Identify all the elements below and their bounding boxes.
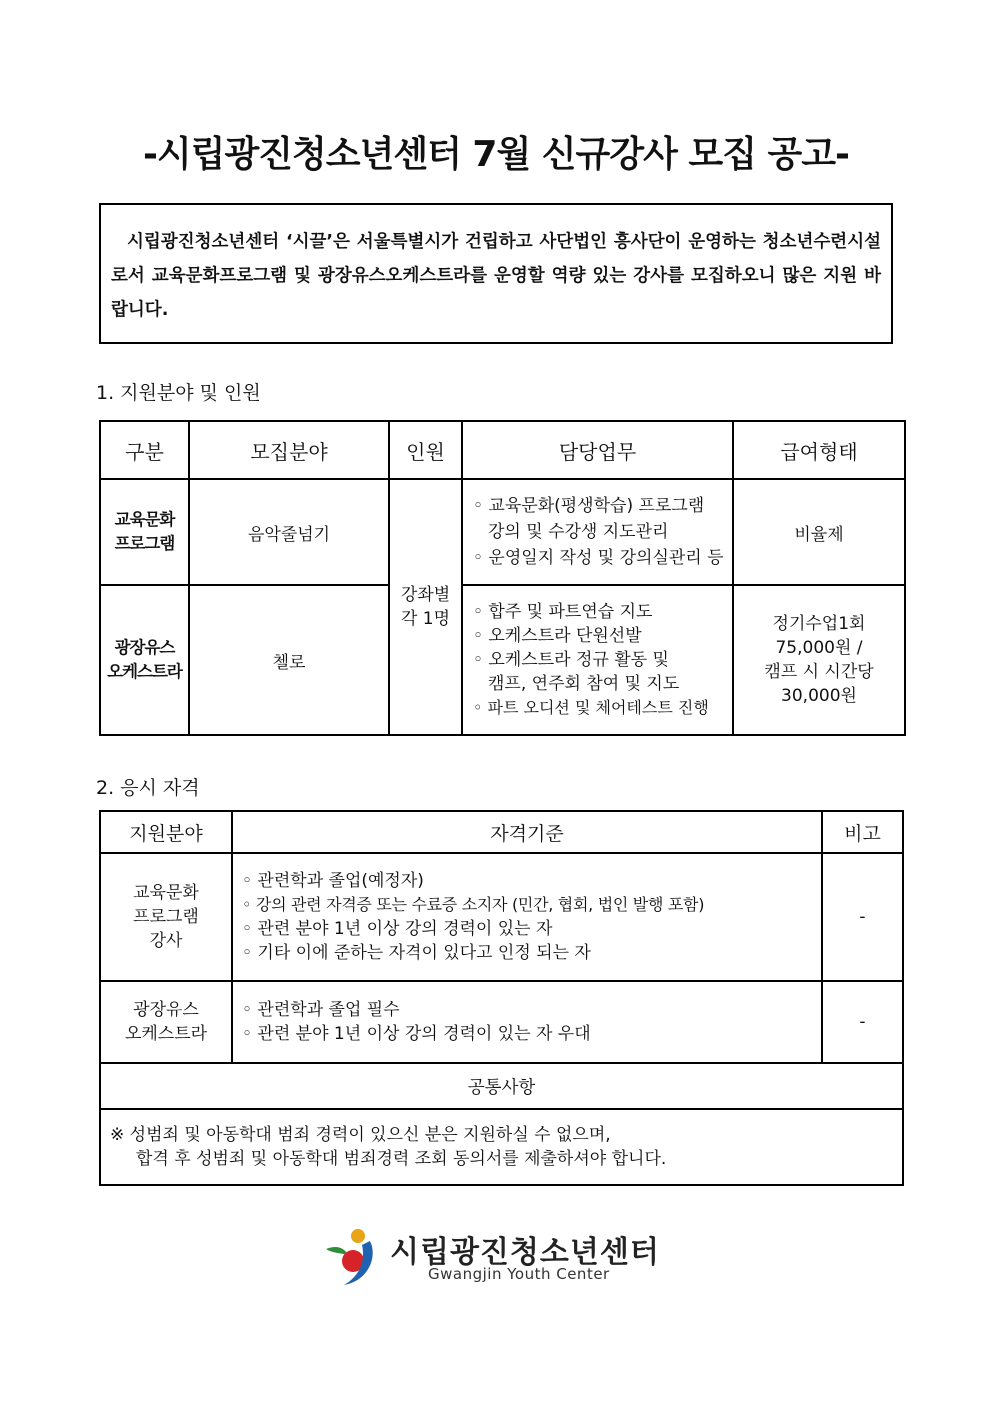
note-cell: - [822,853,903,981]
logo-name: 시립광진청소년센터 [390,1235,660,1270]
intro-text: 시립광진청소년센터 ‘시끌’은 서울특별시가 건립하고 사단법인 흥사단이 운영하는 청소년수련시설로서 교육문화프로그램 및 광장유스오케스트라를 운영할 역량 있는 강사를 모집하오니 많은 지원 바랍니다. [111,232,881,320]
field-cell: 첼로 [189,585,389,735]
page-title: -시립광진청소년센터 7월 신규강사 모집 공고- [142,134,850,175]
header-field: 지원분야 [100,811,232,853]
header-duties: 담당업무 [462,421,733,479]
headcount-cell: 강좌별 각 1명 [389,479,462,735]
criteria-cell: ◦ 관련학과 졸업(예정자) ◦ 강의 관련 자격증 또는 수료증 소지자 (민간, 협회, 법인 발행 포함) ◦ 관련 분야 1년 이상 강의 경력이 있는 자 ◦ 기타 이에 준하는 자격이 있다고 인정 되는 자 [232,853,822,981]
center-logo [322,1225,672,1295]
duties-cell: ◦ 교육문화(평생학습) 프로그램 강의 및 수강생 지도관리 ◦ 운영일지 작성 및 강의실관리 등 [462,479,733,585]
category-cell: 광장유스 오케스트라 [100,585,189,735]
logo-subtitle: Gwangjin Youth Center [428,1265,610,1283]
table-row [100,853,903,981]
pay-cell: 비율제 [733,479,905,585]
table-header-row [100,421,905,479]
section1-heading: 1. 지원분야 및 인원 [96,382,261,404]
common-header-row [100,1063,903,1109]
qualification-table [99,810,904,1186]
common-header: 공통사항 [100,1063,903,1109]
table-header-row [100,811,903,853]
field-cell: 광장유스 오케스트라 [100,981,232,1063]
note-cell: - [822,981,903,1063]
common-body-row [100,1109,903,1185]
intro-box [99,203,893,344]
recruitment-table [99,420,906,736]
header-headcount: 인원 [389,421,462,479]
common-notice: ※ 성범죄 및 아동학대 범죄 경력이 있으신 분은 지원하실 수 없으며, 합격 후 성범죄 및 아동학대 범죄경력 조회 동의서를 제출하셔야 합니다. [100,1109,903,1185]
pay-cell: 정기수업1회 75,000원 / 캠프 시 시간당 30,000원 [733,585,905,735]
field-cell: 교육문화 프로그램 강사 [100,853,232,981]
header-category: 구분 [100,421,189,479]
header-note: 비고 [822,811,903,853]
category-cell: 교육문화 프로그램 [100,479,189,585]
header-field: 모집분야 [189,421,389,479]
logo-mark-icon [322,1227,382,1289]
header-criteria: 자격기준 [232,811,822,853]
field-cell: 음악줄넘기 [189,479,389,585]
duties-cell: ◦ 합주 및 파트연습 지도 ◦ 오케스트라 단원선발 ◦ 오케스트라 정규 활동 및 캠프, 연주회 참여 및 지도 ◦ 파트 오디션 및 체어테스트 진행 [462,585,733,735]
table-row [100,981,903,1063]
table-row [100,479,905,585]
header-pay: 급여형태 [733,421,905,479]
section2-heading: 2. 응시 자격 [96,777,200,799]
criteria-cell: ◦ 관련학과 졸업 필수 ◦ 관련 분야 1년 이상 강의 경력이 있는 자 우대 [232,981,822,1063]
table-row [100,585,905,735]
